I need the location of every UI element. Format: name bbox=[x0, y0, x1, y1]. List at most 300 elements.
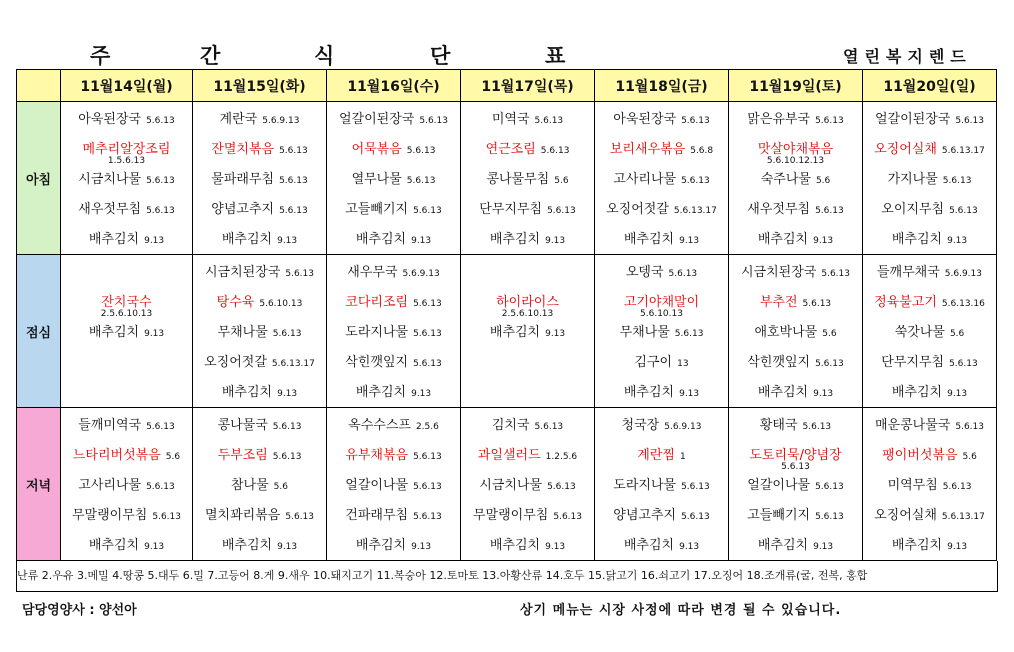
menu-item bbox=[461, 228, 594, 247]
allergen-code: 5.6.13 bbox=[553, 512, 582, 522]
allergen-code: 5.6.13.17 bbox=[941, 146, 985, 156]
menu-item bbox=[327, 414, 460, 433]
allergen-code: 5.6.13 bbox=[681, 116, 710, 126]
dish-name: 배추김치 bbox=[489, 325, 541, 340]
allergen-code: 9.13 bbox=[411, 389, 432, 399]
menu-item bbox=[729, 108, 862, 127]
dish-name: 무말랭이무침 bbox=[473, 508, 549, 523]
meal-label-dinner: 저녁 bbox=[17, 408, 61, 561]
menu-item bbox=[327, 444, 460, 463]
allergen-code: 5.6.13 bbox=[419, 116, 448, 126]
allergen-code: 9.13 bbox=[947, 542, 968, 552]
menu-item bbox=[863, 198, 996, 217]
allergen-code: 5.6.10.12.13 bbox=[766, 156, 825, 166]
menu-item bbox=[863, 534, 996, 553]
menu-item bbox=[461, 108, 594, 127]
menu-item bbox=[61, 414, 192, 433]
allergen-code: 5.6.13 bbox=[146, 422, 175, 432]
dish-name: 잔치국수 bbox=[101, 295, 152, 310]
dish-name: 보리새우볶음 bbox=[609, 142, 686, 157]
allergen-code: 5.6.13 bbox=[942, 482, 972, 492]
menu-item bbox=[327, 474, 460, 493]
menu-item bbox=[595, 321, 728, 340]
allergen-code: 9.13 bbox=[679, 389, 700, 399]
dish-name: 배추김치 bbox=[489, 232, 541, 247]
menu-item bbox=[61, 504, 192, 523]
menu-item bbox=[863, 108, 996, 127]
dish-name: 배추김치 bbox=[757, 538, 809, 553]
menu-item bbox=[729, 534, 862, 553]
weekly-menu-table bbox=[16, 69, 997, 561]
allergen-code: 5.6.13 bbox=[279, 176, 308, 186]
dinner-row bbox=[17, 408, 997, 561]
dish-name: 참나물 bbox=[230, 478, 269, 493]
dish-name: 들깨무채국 bbox=[876, 265, 940, 280]
allergen-code: 5.6.13 bbox=[955, 116, 984, 126]
menu-cell bbox=[193, 408, 327, 561]
menu-item bbox=[595, 108, 728, 127]
allergen-code: 5.6.13 bbox=[285, 512, 314, 522]
menu-item bbox=[61, 138, 192, 157]
menu-item bbox=[327, 351, 460, 370]
menu-cell bbox=[729, 102, 863, 255]
menu-item bbox=[863, 168, 996, 187]
menu-item bbox=[193, 504, 326, 523]
allergen-code: 5.6.13.17 bbox=[271, 359, 315, 369]
menu-item bbox=[193, 261, 326, 280]
dish-name: 고사리나물 bbox=[78, 478, 142, 493]
allergen-code: 5.6.10.13 bbox=[640, 309, 683, 319]
allergen-code: 1.2.5.6 bbox=[545, 452, 578, 462]
allergen-code: 9.13 bbox=[411, 236, 432, 246]
allergen-code: 5.6.13 bbox=[955, 422, 984, 432]
menu-item bbox=[729, 444, 862, 463]
allergen-code: 5.6 bbox=[949, 329, 965, 339]
meal-label-lunch: 점심 bbox=[17, 255, 61, 408]
dish-name: 메추리알장조림 bbox=[82, 142, 171, 157]
dish-name: 가지나물 bbox=[887, 172, 938, 187]
menu-item bbox=[193, 444, 326, 463]
dish-name: 계란국 bbox=[219, 112, 258, 127]
allergen-code: 5.6.13 bbox=[534, 422, 564, 432]
dish-name: 삭힌깻잎지 bbox=[345, 355, 409, 370]
menu-item bbox=[729, 261, 862, 280]
menu-item bbox=[327, 108, 460, 127]
allergen-code: 9.13 bbox=[679, 542, 700, 552]
dish-name: 양념고추지 bbox=[211, 202, 275, 217]
allergen-code: 5.6.13 bbox=[681, 176, 710, 186]
allergen-code: 5.6.13 bbox=[681, 512, 710, 522]
allergen-code: 5.6.13.17 bbox=[941, 512, 985, 522]
dish-name: 미역국 bbox=[491, 112, 530, 127]
allergen-code: 9.13 bbox=[277, 236, 298, 246]
dish-name: 김구이 bbox=[634, 355, 673, 370]
menu-cell bbox=[595, 255, 729, 408]
dish-name: 단무지무침 bbox=[479, 202, 543, 217]
menu-item bbox=[729, 414, 862, 433]
dish-name: 고들빼기지 bbox=[345, 202, 409, 217]
allergen-code: 5.6.13 bbox=[815, 206, 844, 216]
title-char-4: 단 bbox=[430, 44, 451, 68]
allergen-code: 9.13 bbox=[277, 542, 298, 552]
menu-item bbox=[193, 198, 326, 217]
menu-cell bbox=[863, 255, 997, 408]
allergen-code: 5.6.13 bbox=[279, 206, 308, 216]
dish-name: 얼갈이된장국 bbox=[339, 112, 415, 127]
menu-cell bbox=[327, 408, 461, 561]
menu-item bbox=[863, 414, 996, 433]
allergen-code: 5.6.13 bbox=[681, 482, 710, 492]
dish-name: 배추김치 bbox=[88, 232, 140, 247]
dish-name: 무채나물 bbox=[619, 325, 670, 340]
menu-cell bbox=[193, 255, 327, 408]
dish-name: 배추김치 bbox=[757, 232, 809, 247]
dish-name: 시금치된장국 bbox=[741, 265, 817, 280]
dish-name: 아욱된장국 bbox=[78, 112, 142, 127]
allergen-code: 9.13 bbox=[144, 542, 165, 552]
menu-item bbox=[327, 504, 460, 523]
dish-name: 콩나물무침 bbox=[486, 172, 550, 187]
menu-item bbox=[193, 534, 326, 553]
menu-item bbox=[595, 381, 728, 400]
menu-item bbox=[461, 474, 594, 493]
dish-name: 청국장 bbox=[621, 418, 660, 433]
allergen-code: 5.6.13 bbox=[815, 482, 844, 492]
dish-name: 배추김치 bbox=[891, 385, 943, 400]
dish-name: 오이지무침 bbox=[881, 202, 945, 217]
menu-item bbox=[327, 534, 460, 553]
allergen-code: 5.6.13 bbox=[146, 206, 175, 216]
dish-name: 얼갈이나물 bbox=[345, 478, 409, 493]
dish-name: 무말랭이무침 bbox=[72, 508, 148, 523]
dish-name: 새우무국 bbox=[347, 265, 398, 280]
menu-cell bbox=[863, 408, 997, 561]
dish-name: 물파래무침 bbox=[211, 172, 275, 187]
menu-cell bbox=[461, 102, 595, 255]
dish-name: 배추김치 bbox=[88, 538, 140, 553]
dish-name: 아욱된장국 bbox=[613, 112, 677, 127]
menu-item bbox=[595, 414, 728, 433]
allergen-code: 5.6 bbox=[554, 176, 569, 186]
allergen-code: 5.6.13 bbox=[146, 482, 175, 492]
menu-item bbox=[729, 138, 862, 157]
menu-item bbox=[327, 381, 460, 400]
menu-cell bbox=[327, 255, 461, 408]
corner-cell bbox=[17, 70, 61, 102]
allergen-code: 5.6 bbox=[815, 176, 831, 186]
dish-name: 황태국 bbox=[759, 418, 798, 433]
allergen-code: 5.6.13 bbox=[146, 176, 175, 186]
dish-name: 배추김치 bbox=[757, 385, 809, 400]
menu-item bbox=[863, 351, 996, 370]
menu-cell bbox=[729, 408, 863, 561]
allergen-code: 5.6.13 bbox=[802, 299, 832, 309]
lunch-row bbox=[17, 255, 997, 408]
allergen-code: 5.6.13 bbox=[413, 452, 442, 462]
dish-name: 배추김치 bbox=[355, 385, 407, 400]
allergen-code: 5.6.9.13 bbox=[402, 269, 440, 279]
menu-item bbox=[595, 444, 728, 463]
menu-item bbox=[327, 198, 460, 217]
allergen-code: 9.13 bbox=[679, 236, 700, 246]
menu-cell bbox=[595, 408, 729, 561]
dish-name: 배추김치 bbox=[623, 538, 675, 553]
menu-cell bbox=[193, 102, 327, 255]
dish-name: 잔멸치볶음 bbox=[211, 142, 275, 157]
day-header: 11월20일(일) bbox=[863, 70, 997, 102]
menu-item bbox=[595, 504, 728, 523]
menu-item bbox=[61, 291, 192, 310]
menu-item bbox=[461, 291, 594, 310]
menu-item bbox=[327, 138, 460, 157]
day-header: 11월19일(토) bbox=[729, 70, 863, 102]
allergen-code: 9.13 bbox=[947, 389, 968, 399]
allergen-code: 5.6.13 bbox=[413, 299, 442, 309]
allergen-code: 5.6.13 bbox=[802, 422, 832, 432]
menu-item bbox=[863, 504, 996, 523]
allergen-code: 9.13 bbox=[411, 542, 432, 552]
allergen-code: 5.6.13 bbox=[815, 116, 844, 126]
allergen-code: 5.6.13 bbox=[146, 116, 175, 126]
dish-name: 배추김치 bbox=[489, 538, 541, 553]
menu-item bbox=[461, 138, 594, 157]
dish-name: 애호박나물 bbox=[754, 325, 818, 340]
dish-name: 배추김치 bbox=[891, 232, 943, 247]
dish-name: 들깨미역국 bbox=[78, 418, 142, 433]
allergen-code: 9.13 bbox=[144, 236, 165, 246]
allergen-code: 9.13 bbox=[545, 236, 566, 246]
menu-item bbox=[729, 351, 862, 370]
allergen-code: 5.6.13 bbox=[821, 269, 850, 279]
menu-item bbox=[595, 198, 728, 217]
menu-item bbox=[193, 351, 326, 370]
dish-name: 과일샐러드 bbox=[477, 448, 541, 463]
dish-name: 숙주나물 bbox=[760, 172, 811, 187]
menu-item bbox=[193, 474, 326, 493]
dish-name: 부추전 bbox=[759, 295, 798, 310]
menu-item bbox=[595, 534, 728, 553]
dish-name: 삭힌깻잎지 bbox=[747, 355, 811, 370]
dish-name: 미역무침 bbox=[887, 478, 938, 493]
menu-item bbox=[863, 261, 996, 280]
dish-name: 두부조림 bbox=[217, 448, 268, 463]
dish-name: 유부채볶음 bbox=[345, 448, 409, 463]
menu-item bbox=[193, 321, 326, 340]
allergen-code: 9.13 bbox=[813, 542, 834, 552]
dish-name: 시금치된장국 bbox=[205, 265, 281, 280]
dietitian-name: 담당영양사 : 양선아 bbox=[22, 603, 137, 618]
title-char-2: 간 bbox=[200, 44, 221, 68]
dish-name: 단무지무침 bbox=[881, 355, 945, 370]
allergen-code: 5.6.13 bbox=[781, 462, 810, 472]
menu-item bbox=[461, 168, 594, 187]
menu-item bbox=[729, 474, 862, 493]
menu-item bbox=[461, 321, 594, 340]
menu-cell bbox=[61, 255, 193, 408]
allergen-code: 5.6.13 bbox=[285, 269, 314, 279]
brand-name: 열린복지렌드 bbox=[843, 47, 972, 66]
dish-name: 김치국 bbox=[491, 418, 530, 433]
menu-item bbox=[595, 228, 728, 247]
menu-item bbox=[327, 291, 460, 310]
dish-name: 맛살야채볶음 bbox=[757, 142, 834, 157]
allergen-code: 5.6.13.17 bbox=[673, 206, 717, 216]
dish-name: 새우젓무침 bbox=[747, 202, 811, 217]
dish-name: 팽이버섯볶음 bbox=[882, 448, 958, 463]
allergen-code: 2.5.6.10.13 bbox=[100, 309, 153, 319]
dish-name: 양념고추지 bbox=[613, 508, 677, 523]
dish-name: 멸치꽈리볶음 bbox=[205, 508, 281, 523]
menu-item bbox=[461, 198, 594, 217]
menu-cell bbox=[327, 102, 461, 255]
dish-name: 배추김치 bbox=[221, 538, 273, 553]
dish-name: 코다리조림 bbox=[345, 295, 409, 310]
allergen-code: 2.5.6 bbox=[415, 422, 439, 432]
menu-item bbox=[461, 414, 594, 433]
allergen-code: 5.6.13 bbox=[279, 146, 308, 156]
menu-item bbox=[61, 474, 192, 493]
dish-name: 오징어젓갈 bbox=[204, 355, 267, 370]
allergen-code: 5.6.8 bbox=[690, 146, 714, 156]
dish-name: 얼갈이된장국 bbox=[875, 112, 951, 127]
allergen-code: 5.6.13 bbox=[413, 206, 442, 216]
menu-item bbox=[193, 381, 326, 400]
dish-name: 도토리묵/양념장 bbox=[749, 448, 842, 463]
allergen-code: 5.6 bbox=[165, 452, 181, 462]
dish-name: 계란찜 bbox=[637, 448, 675, 463]
allergen-code: 1.5.6.13 bbox=[107, 156, 146, 166]
dish-name: 고기야채말이 bbox=[623, 295, 700, 310]
menu-item bbox=[193, 138, 326, 157]
menu-item bbox=[595, 168, 728, 187]
dish-name: 무채나물 bbox=[217, 325, 268, 340]
title-char-5: 표 bbox=[545, 44, 566, 68]
menu-item bbox=[61, 168, 192, 187]
menu-item bbox=[193, 414, 326, 433]
dish-name: 콩나물국 bbox=[217, 418, 268, 433]
menu-item bbox=[863, 381, 996, 400]
allergen-code: 5.6.10.13 bbox=[259, 299, 303, 309]
allergen-code: 5.6.13 bbox=[942, 176, 972, 186]
menu-item bbox=[595, 474, 728, 493]
dish-name: 얼갈이나물 bbox=[747, 478, 811, 493]
menu-item bbox=[461, 534, 594, 553]
dish-name: 도라지나물 bbox=[613, 478, 677, 493]
menu-item bbox=[193, 228, 326, 247]
allergen-code: 5.6 bbox=[273, 482, 288, 492]
allergen-code: 5.6.13 bbox=[668, 269, 698, 279]
dish-name: 배추김치 bbox=[88, 325, 140, 340]
menu-item bbox=[327, 261, 460, 280]
dish-name: 배추김치 bbox=[355, 538, 407, 553]
menu-item bbox=[327, 168, 460, 187]
menu-item bbox=[863, 138, 996, 157]
dish-name: 열무나물 bbox=[351, 172, 402, 187]
menu-item bbox=[729, 168, 862, 187]
menu-cell bbox=[461, 408, 595, 561]
title-char-1: 주 bbox=[90, 44, 111, 68]
allergen-code: 5.6.9.13 bbox=[944, 269, 982, 279]
dish-name: 어묵볶음 bbox=[351, 142, 402, 157]
dish-name: 정육불고기 bbox=[874, 295, 937, 310]
allergen-code: 1 bbox=[679, 452, 686, 462]
dish-name: 도라지나물 bbox=[345, 325, 409, 340]
dish-name: 탕수육 bbox=[216, 295, 255, 310]
menu-item bbox=[61, 321, 192, 340]
menu-item bbox=[863, 228, 996, 247]
day-header-row bbox=[17, 70, 997, 102]
allergen-code: 5.6.13 bbox=[534, 116, 564, 126]
day-header: 11월14일(월) bbox=[61, 70, 193, 102]
menu-item bbox=[61, 108, 192, 127]
menu-item bbox=[729, 198, 862, 217]
allergen-code: 13 bbox=[677, 359, 689, 369]
menu-item bbox=[327, 321, 460, 340]
dish-name: 매운콩나물국 bbox=[875, 418, 951, 433]
menu-item bbox=[729, 504, 862, 523]
dish-name: 쑥갓나물 bbox=[894, 325, 945, 340]
dish-name: 오징어실채 bbox=[874, 508, 937, 523]
allergen-code: 5.6.13 bbox=[413, 329, 442, 339]
dish-name: 새우젓무침 bbox=[78, 202, 142, 217]
dish-name: 배추김치 bbox=[623, 385, 675, 400]
allergen-code: 5.6.13 bbox=[406, 176, 436, 186]
meal-label-breakfast: 아침 bbox=[17, 102, 61, 255]
menu-cell bbox=[61, 408, 193, 561]
menu-item bbox=[595, 138, 728, 157]
menu-item bbox=[863, 474, 996, 493]
dish-name: 건파래무침 bbox=[345, 508, 409, 523]
menu-item bbox=[595, 351, 728, 370]
allergen-code: 5.6.13 bbox=[413, 512, 442, 522]
allergen-code: 5.6.13 bbox=[815, 359, 844, 369]
allergen-code: 9.13 bbox=[277, 389, 298, 399]
allergen-code: 9.13 bbox=[545, 329, 566, 339]
dish-name: 배추김치 bbox=[221, 385, 273, 400]
menu-change-notice: 상기 메뉴는 시장 사정에 따라 변경 될 수 있습니다. bbox=[520, 603, 842, 618]
menu-item bbox=[729, 291, 862, 310]
dish-name: 배추김치 bbox=[355, 232, 407, 247]
dish-name: 오뎅국 bbox=[625, 265, 664, 280]
allergen-code: 5.6.13 bbox=[540, 146, 570, 156]
day-header: 11월16일(수) bbox=[327, 70, 461, 102]
allergen-code: 5.6.13 bbox=[272, 422, 302, 432]
allergen-code: 5.6.13 bbox=[547, 482, 576, 492]
allergen-code: 9.13 bbox=[813, 236, 834, 246]
dish-name: 시금치나물 bbox=[78, 172, 142, 187]
allergen-code: 5.6 bbox=[962, 452, 977, 462]
day-header: 11월15일(화) bbox=[193, 70, 327, 102]
menu-item bbox=[61, 228, 192, 247]
menu-item bbox=[193, 168, 326, 187]
menu-cell bbox=[863, 102, 997, 255]
menu-item bbox=[729, 228, 862, 247]
dish-name: 배추김치 bbox=[221, 232, 273, 247]
allergen-code: 5.6.13 bbox=[406, 146, 436, 156]
dish-name: 시금치나물 bbox=[479, 478, 543, 493]
allergen-code: 5.6.13 bbox=[272, 452, 302, 462]
menu-item bbox=[595, 261, 728, 280]
menu-item bbox=[193, 108, 326, 127]
allergen-code: 9.13 bbox=[545, 542, 566, 552]
menu-item bbox=[863, 321, 996, 340]
allergen-code: 5.6.13 bbox=[674, 329, 704, 339]
menu-item bbox=[61, 534, 192, 553]
menu-item bbox=[595, 291, 728, 310]
allergen-legend: 난류 2.우유 3.메밀 4.땅콩 5.대두 6.밀 7.고등어 8.게 9.새우 10.돼지고기 11.복숭아 12.토마토 13.아황산류 14.호두 15.닭고기 16.쇠고기 17.오징어 18.조개류(굴, 전복, 홍합 bbox=[16, 561, 998, 592]
menu-item bbox=[863, 291, 996, 310]
dish-name: 오징어실채 bbox=[874, 142, 937, 157]
